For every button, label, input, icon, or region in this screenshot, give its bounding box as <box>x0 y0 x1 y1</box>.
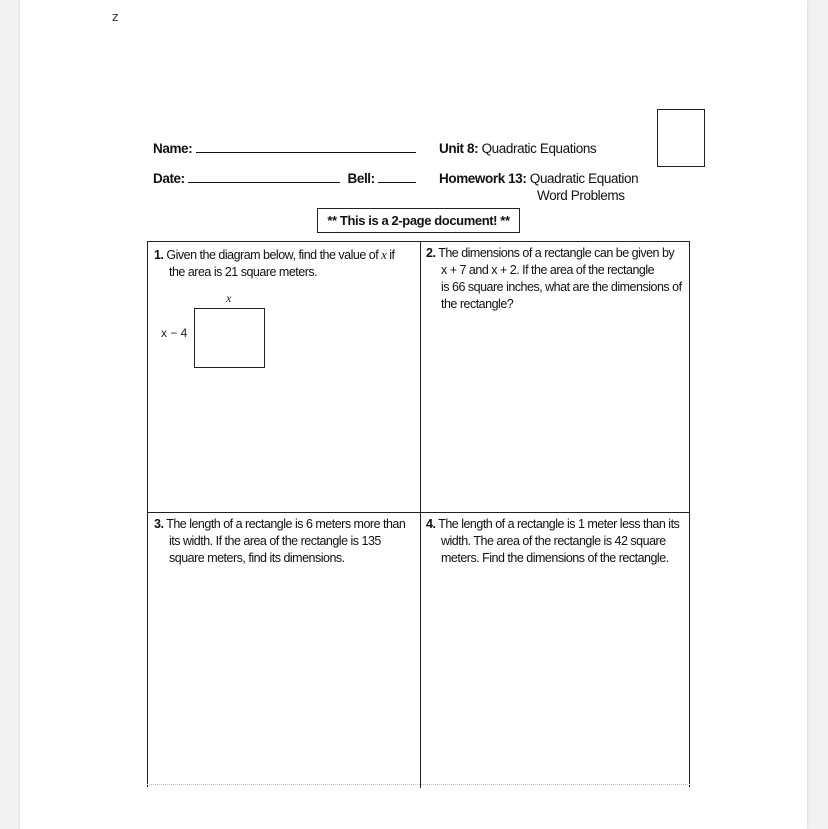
two-page-notice: ** This is a 2-page document! ** <box>317 208 520 233</box>
stray-mark: z <box>112 10 119 24</box>
diagram-top-label: x <box>226 291 232 305</box>
problem-1: 1. Given the diagram below, find the value of x if the area is 21 square meters. <box>154 248 395 279</box>
problem-2: 2. The dimensions of a rectangle can be given by x + 7 and x + 2. If the area of the rectangle is 66 square inches, what are the dimensions of the rectangle? <box>426 246 682 311</box>
bell-label: Bell: <box>347 171 375 186</box>
name-blank <box>196 141 416 153</box>
score-box <box>657 109 705 167</box>
date-blank <box>188 171 340 183</box>
problem-3: 3. The length of a rectangle is 6 meters more than its width. If the area of the rectangle is 135 square meters, find its dimensions. <box>154 517 406 565</box>
name-label: Name: <box>153 141 193 156</box>
page-cutoff-edge <box>147 784 690 791</box>
homework-title-line1: Quadratic Equation <box>529 171 639 186</box>
problem-4: 4. The length of a rectangle is 1 meter less than its width. The area of the rectangle is 42 square meters. Find the dimensions of the rectangle. <box>426 517 680 565</box>
name-field <box>153 141 416 156</box>
unit-title: Quadratic Equations <box>481 141 597 156</box>
diagram-rectangle <box>194 308 265 368</box>
bell-blank <box>378 171 416 183</box>
grid-horizontal-divider <box>148 512 689 513</box>
date-field <box>153 171 416 186</box>
homework-heading <box>439 171 638 186</box>
unit-label: Unit 8: <box>439 141 479 156</box>
grid-vertical-divider <box>420 242 421 788</box>
date-label: Date: <box>153 171 185 186</box>
diagram-side-label: x − 4 <box>161 326 188 340</box>
homework-label: Homework 13: <box>439 171 527 186</box>
unit-heading <box>439 141 596 156</box>
homework-title-line2: Word Problems <box>537 188 625 203</box>
